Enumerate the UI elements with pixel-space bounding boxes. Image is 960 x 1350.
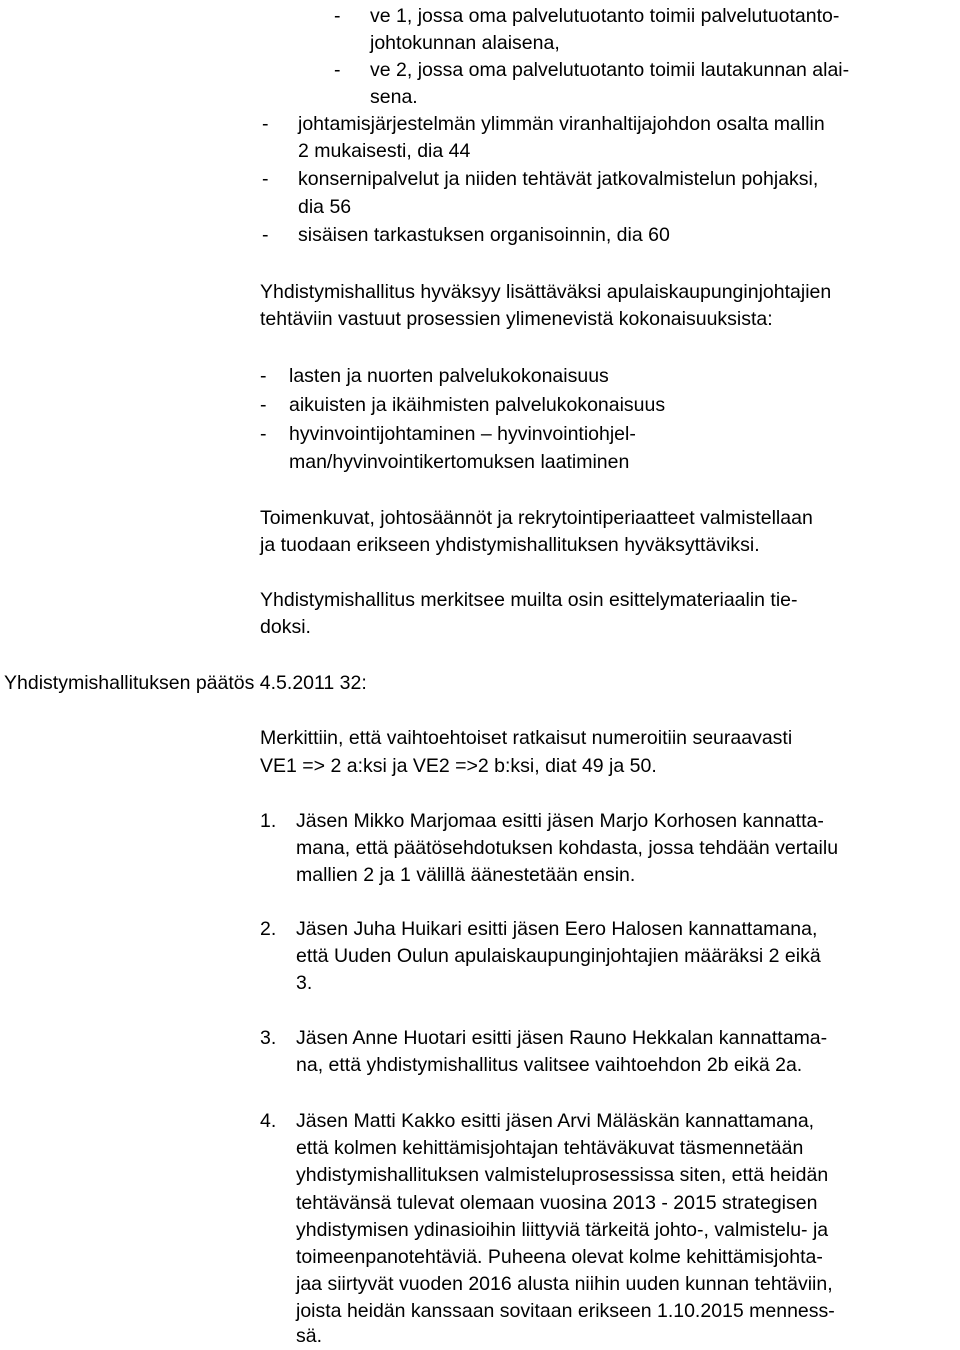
list-item-text: konsernipalvelut ja niiden tehtävät jatkovalmistelun pohjaksi, <box>298 168 819 190</box>
list-number: 2. <box>260 918 277 940</box>
list-dash: - <box>260 365 267 387</box>
list-item-text: tehtävänsä tulevat olemaan vuosina 2013 - 2015 strategisen <box>296 1192 818 1214</box>
list-item-text: ve 2, jossa oma palvelutuotanto toimii lautakunnan alai- <box>370 59 850 81</box>
list-item-text: yhdistymisen ydinasioihin liittyviä tärkeitä johto-, valmistelu- ja <box>296 1219 829 1241</box>
list-item-text: yhdistymishallituksen valmisteluprosessissa siten, että heidän <box>296 1164 829 1186</box>
list-item-text: Jäsen Mikko Marjomaa esitti jäsen Marjo Korhosen kannatta- <box>296 810 824 832</box>
list-item-text: 2 mukaisesti, dia 44 <box>298 140 471 162</box>
list-item-text: sä. <box>296 1325 323 1347</box>
list-item-text: joista heidän kanssaan sovitaan erikseen 1.10.2015 menness- <box>296 1300 835 1322</box>
list-item-text: johtamisjärjestelmän ylimmän viranhaltijajohdon osalta mallin <box>298 113 825 135</box>
list-item-text: hyvinvointijohtaminen – hyvinvointiohjel- <box>289 423 636 445</box>
list-item-text: man/hyvinvointikertomuksen laatiminen <box>289 451 630 473</box>
list-number: 3. <box>260 1027 277 1049</box>
list-dash: - <box>260 394 267 416</box>
list-number: 1. <box>260 810 277 832</box>
paragraph-line: Yhdistymishallitus merkitsee muilta osin esittelymateriaalin tie- <box>260 589 798 611</box>
paragraph-line: Toimenkuvat, johtosäännöt ja rekrytointiperiaatteet valmistellaan <box>260 507 813 529</box>
decision-heading: Yhdistymishallituksen päätös 4.5.2011 32: <box>4 672 367 694</box>
paragraph-line: Merkittiin, että vaihtoehtoiset ratkaisut numeroitiin seuraavasti <box>260 727 793 749</box>
paragraph-line: ja tuodaan erikseen yhdistymishallituksen hyväksyttäviksi. <box>260 534 760 556</box>
paragraph-line: Yhdistymishallitus hyväksyy lisättäväksi apulaiskaupunginjohtajien <box>260 281 832 303</box>
list-item-text: sisäisen tarkastuksen organisoinnin, dia 60 <box>298 224 670 246</box>
list-item-text: Jäsen Anne Huotari esitti jäsen Rauno Hekkalan kannattama- <box>296 1027 828 1049</box>
list-item-text: Jäsen Matti Kakko esitti jäsen Arvi Mäläskän kannattamana, <box>296 1110 815 1132</box>
list-item-text: mana, että päätösehdotuksen kohdasta, jossa tehdään vertailu <box>296 837 839 859</box>
list-item-text: dia 56 <box>298 196 352 218</box>
list-item-text: sena. <box>370 86 418 108</box>
list-item-text: aikuisten ja ikäihmisten palvelukokonaisuus <box>289 394 666 416</box>
paragraph-line: VE1 => 2 a:ksi ja VE2 =>2 b:ksi, diat 49 ja 50. <box>260 755 657 777</box>
list-dash: - <box>262 168 269 190</box>
paragraph-line: doksi. <box>260 616 311 638</box>
list-dash: - <box>334 5 341 27</box>
list-item-text: että Uuden Oulun apulaiskaupunginjohtajien määräksi 2 eikä <box>296 945 821 967</box>
list-item-text: toimeenpanotehtäviä. Puheena olevat kolme kehittämisjohta- <box>296 1246 823 1268</box>
list-item-text: ve 1, jossa oma palvelutuotanto toimii palvelutuotanto- <box>370 5 840 27</box>
list-item-text: mallien 2 ja 1 välillä äänestetään ensin. <box>296 864 636 886</box>
list-item-text: lasten ja nuorten palvelukokonaisuus <box>289 365 609 387</box>
list-item-text: jaa siirtyvät vuoden 2016 alusta niihin uuden kunnan tehtäviin, <box>296 1273 833 1295</box>
list-dash: - <box>262 224 269 246</box>
list-item-text: Jäsen Juha Huikari esitti jäsen Eero Halosen kannattamana, <box>296 918 818 940</box>
list-dash: - <box>334 59 341 81</box>
list-dash: - <box>260 423 267 445</box>
list-item-text: na, että yhdistymishallitus valitsee vaihtoehdon 2b eikä 2a. <box>296 1054 803 1076</box>
list-item-text: 3. <box>296 972 313 994</box>
list-item-text: että kolmen kehittämisjohtajan tehtäväkuvat täsmennetään <box>296 1137 804 1159</box>
list-item-text: johtokunnan alaisena, <box>370 32 560 54</box>
list-number: 4. <box>260 1110 277 1132</box>
list-dash: - <box>262 113 269 135</box>
paragraph-line: tehtäviin vastuut prosessien ylimenevistä kokonaisuuksista: <box>260 308 773 330</box>
